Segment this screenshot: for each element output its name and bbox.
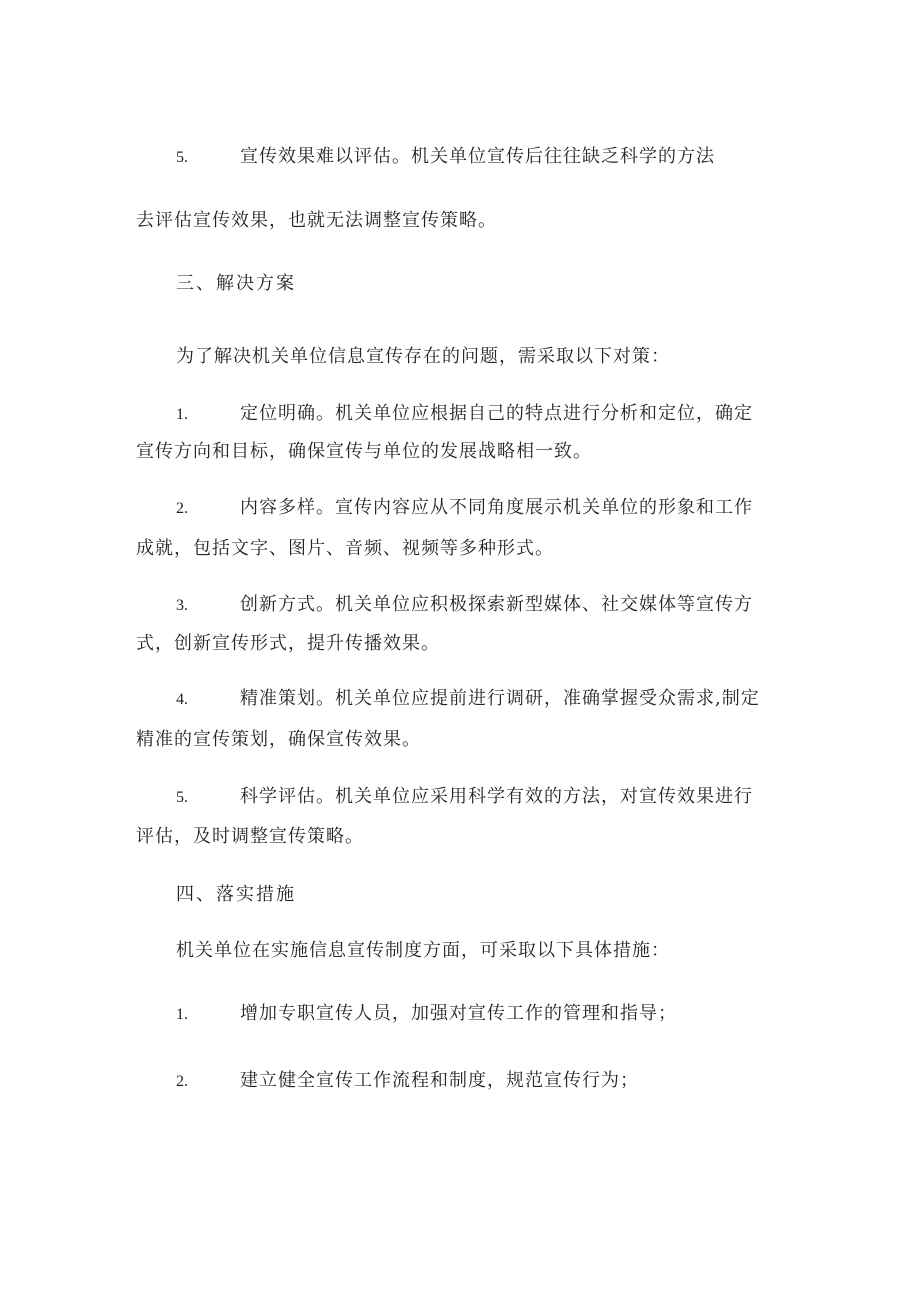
item-text-line2: 评估，及时调整宣传策略。 [136,826,364,847]
item-text-line1: 增加专职宣传人员，加强对宣传工作的管理和指导； [240,1003,677,1024]
item-text-line1: 宣传效果难以评估。机关单位宣传后往往缺乏科学的方法 [240,146,715,167]
item-text-line2: 精准的宣传策划，确保宣传效果。 [136,729,421,750]
item-text-line2: 去评估宣传效果，也就无法调整宣传策略。 [136,210,497,231]
item-number: 5. [176,149,188,166]
item-text-line2: 式，创新宣传形式，提升传播效果。 [136,633,440,654]
item-text-line1: 创新方式。机关单位应积极探索新型媒体、社交媒体等宣传方 [240,594,753,615]
item-number: 2. [176,1073,188,1090]
item-number: 4. [176,691,188,708]
item-text-line1: 建立健全宣传工作流程和制度，规范宣传行为； [240,1070,639,1091]
item-number: 3. [176,597,188,614]
item-number: 5. [176,789,188,806]
section-heading-4: 四、落实措施 [176,884,296,905]
section-intro-3: 为了解决机关单位信息宣传存在的问题，需采取以下对策： [176,346,670,367]
item-text-line1: 精准策划。机关单位应提前进行调研，准确掌握受众需求,制定 [240,688,760,709]
item-number: 1. [176,1006,188,1023]
item-text-line2: 宣传方向和目标，确保宣传与单位的发展战略相一致。 [136,441,592,462]
item-text-line1: 定位明确。机关单位应根据自己的特点进行分析和定位，确定 [240,403,753,424]
item-text-line1: 内容多样。宣传内容应从不同角度展示机关单位的形象和工作 [240,497,753,518]
item-number: 2. [176,500,188,517]
section-intro-4: 机关单位在实施信息宣传制度方面，可采取以下具体措施： [176,940,670,961]
item-text-line2: 成就，包括文字、图片、音频、视频等多种形式。 [136,538,554,559]
item-text-line1: 科学评估。机关单位应采用科学有效的方法，对宣传效果进行 [240,786,753,807]
item-number: 1. [176,406,188,423]
section-heading-3: 三、解决方案 [176,273,296,294]
